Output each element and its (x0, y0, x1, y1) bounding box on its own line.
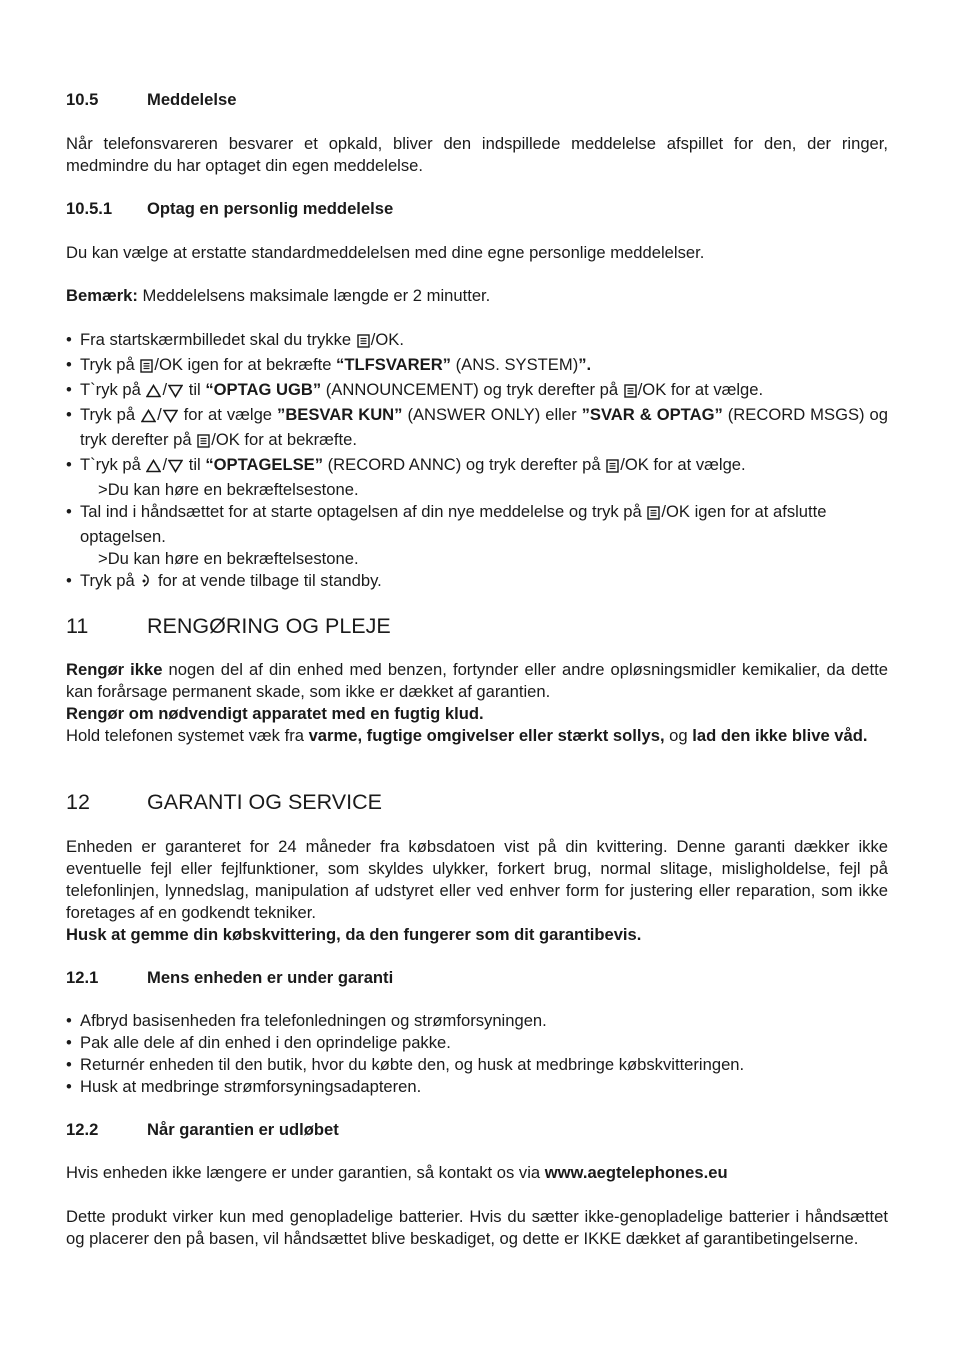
list-item: • Tryk på for at vende tilbage til standby. (66, 570, 888, 595)
list-item: • Tryk på /OK igen for at bekræfte “TLFSVARER” (ANS. SYSTEM)”. (66, 354, 888, 379)
note (66, 285, 888, 307)
section-title: Mens enheden er under garanti (147, 968, 394, 987)
paragraph-12: Enheden er garanteret for 24 måneder fra købsdatoen vist på din kvittering. Denne garanti dækker ikke eventuelle fejl eller fejlfunktioner, som skyldes ulykker, forkert brug, normal slitage, misligholdelse, fejl på telefonlinjen, lynnedslag, manipulation af udstyret eller ved enhver form for justering eller reparation, som ikke foretages af en godkendt tekniker. Husk at gemme din købskvittering, da den fungerer som dit garantibevis. (66, 837, 888, 944)
menu-square-icon (357, 332, 370, 354)
menu-square-icon (140, 357, 153, 379)
section-title: Optag en personlig meddelelse (147, 199, 394, 218)
paragraph-intro: Du kan vælge at erstatte standardmeddelelsen med dine egne personlige meddelelser. (66, 243, 705, 262)
down-triangle-icon (168, 457, 183, 479)
sub-note: >Du kan høre en bekræftelsestone. (98, 480, 359, 499)
section-title: GARANTI OG SERVICE (147, 790, 382, 814)
list-item: • Pak alle dele af din enhed i den oprindelige pakke. (66, 1032, 888, 1054)
heading-12-2 (66, 1119, 888, 1141)
sub-note: >Du kan høre en bekræftelsestone. (98, 549, 359, 568)
paragraph-11: Rengør ikke nogen del af din enhed med benzen, fortynder eller andre opløsningsmidler kemikalier, da dette kan forårsage permanent skade, som ikke er dækket af garantien. Rengør om nødvendigt apparatet med en fugtig klud. Hold telefonen systemet væk fra varme, fugtige omgivelser eller stærkt sollys, og lad den ikke blive våd. (66, 660, 888, 745)
heading-11 (66, 613, 888, 639)
section-title: RENGØRING OG PLEJE (147, 614, 391, 638)
paragraph-10-5: Når telefonsvareren besvarer et opkald, bliver den indspillede meddelelse afspillet for den, der ringer, medmindre du har optaget din egen meddelelse. (66, 134, 888, 175)
menu-square-icon (197, 432, 210, 454)
up-triangle-icon (146, 382, 161, 404)
section-number: 10.5 (66, 90, 99, 109)
paragraph-batteries: Dette produkt virker kun med genopladelige batterier. Hvis du sætter ikke-genopladelige batterier i håndsættet og placerer den på basen, vil håndsættet blive beskadiget, og dette er IKKE dækket af garantibetingelserne. (66, 1207, 888, 1248)
section-number: 11 (66, 614, 89, 638)
note-text: Meddelelsens maksimale længde er 2 minutter. (137, 286, 491, 305)
section-number: 12.1 (66, 968, 99, 987)
steps-list (66, 329, 888, 595)
menu-square-icon (624, 382, 637, 404)
list-item: • T`ryk på / til “OPTAG UGB” (ANNOUNCEMENT) og tryk derefter på /OK for at vælge. (66, 379, 888, 404)
list-item: • Tryk på / for at vælge ”BESVAR KUN” (ANSWER ONLY) eller ”SVAR & OPTAG” (RECORD MSGS) og tryk derefter på /OK for at bekræfte. (66, 404, 888, 454)
paragraph-contact: Hvis enheden ikke længere er under garantien, så kontakt os via www.aegtelephones.eu (66, 1163, 728, 1182)
list-item: • Tal ind i håndsættet for at starte optagelsen af din nye meddelelse og tryk på /OK igen for at afslutte optagelsen. >Du kan høre en bekræftelsestone. (66, 501, 888, 570)
list-item: • T`ryk på / til “OPTAGELSE” (RECORD ANNC) og tryk derefter på /OK for at vælge. >Du kan høre en bekræftelsestone. (66, 454, 888, 501)
section-number: 12.2 (66, 1120, 99, 1139)
menu-square-icon (606, 457, 619, 479)
up-triangle-icon (146, 457, 161, 479)
section-title: Meddelelse (147, 90, 237, 109)
down-triangle-icon (163, 407, 178, 429)
section-number: 12 (66, 790, 90, 814)
list-item: • Returnér enheden til den butik, hvor du købte den, og husk at medbringe købskvitteringen. (66, 1054, 888, 1076)
list-item: • Husk at medbringe strømforsyningsadapteren. (66, 1076, 888, 1098)
down-triangle-icon (168, 382, 183, 404)
end-call-icon (140, 573, 152, 595)
section-title: Når garantien er udløbet (147, 1120, 339, 1139)
up-triangle-icon (141, 407, 156, 429)
heading-10-5 (66, 89, 888, 111)
list-item: • Afbryd basisenheden fra telefonledningen og strømforsyningen. (66, 1010, 888, 1032)
heading-10-5-1 (66, 198, 888, 220)
menu-square-icon (647, 504, 660, 526)
website-link[interactable]: www.aegtelephones.eu (544, 1163, 728, 1182)
heading-12 (66, 789, 888, 815)
heading-12-1 (66, 967, 888, 989)
note-label: Bemærk: (66, 286, 138, 305)
warranty-list (66, 1010, 888, 1098)
section-number: 10.5.1 (66, 199, 113, 218)
list-item: • Fra startskærmbilledet skal du trykke /OK. (66, 329, 888, 354)
